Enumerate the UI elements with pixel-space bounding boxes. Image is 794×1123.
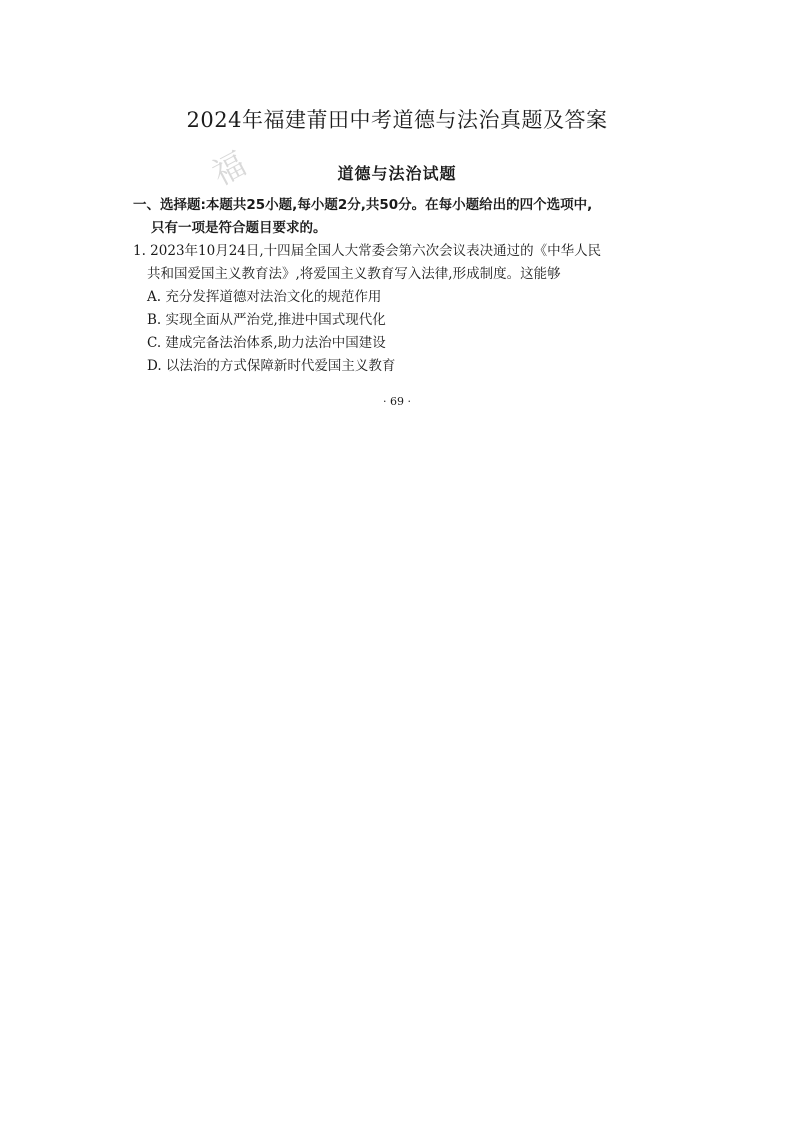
page-number: · 69 · bbox=[383, 395, 411, 408]
section-instructions-line1: 一、选择题:本题共25小题,每小题2分,共50分。在每小题给出的四个选项中, bbox=[133, 197, 593, 213]
document-title: 2024年福建莆田中考道德与法治真题及答案 bbox=[186, 108, 608, 132]
watermark-stamp: 福 bbox=[205, 144, 253, 194]
question-1-stem-line2: 共和国爱国主义教育法》,将爱国主义教育写入法律,形成制度。这能够 bbox=[147, 266, 561, 282]
option-a: A. 充分发挥道德对法治文化的规范作用 bbox=[147, 289, 382, 305]
section-instructions bbox=[133, 194, 673, 240]
question-1 bbox=[133, 240, 673, 378]
section-instructions-line2: 只有一项是符合题目要求的。 bbox=[151, 220, 327, 236]
option-c: C. 建成完备法治体系,助力法治中国建设 bbox=[147, 335, 386, 351]
exam-title: 道德与法治试题 bbox=[337, 164, 457, 183]
question-1-stem-line1: 1. 2023年10月24日,十四届全国人大常委会第六次会议表决通过的《中华人民 bbox=[133, 243, 602, 259]
option-b: B. 实现全面从严治党,推进中国式现代化 bbox=[147, 312, 386, 328]
option-d: D. 以法治的方式保障新时代爱国主义教育 bbox=[147, 358, 396, 374]
